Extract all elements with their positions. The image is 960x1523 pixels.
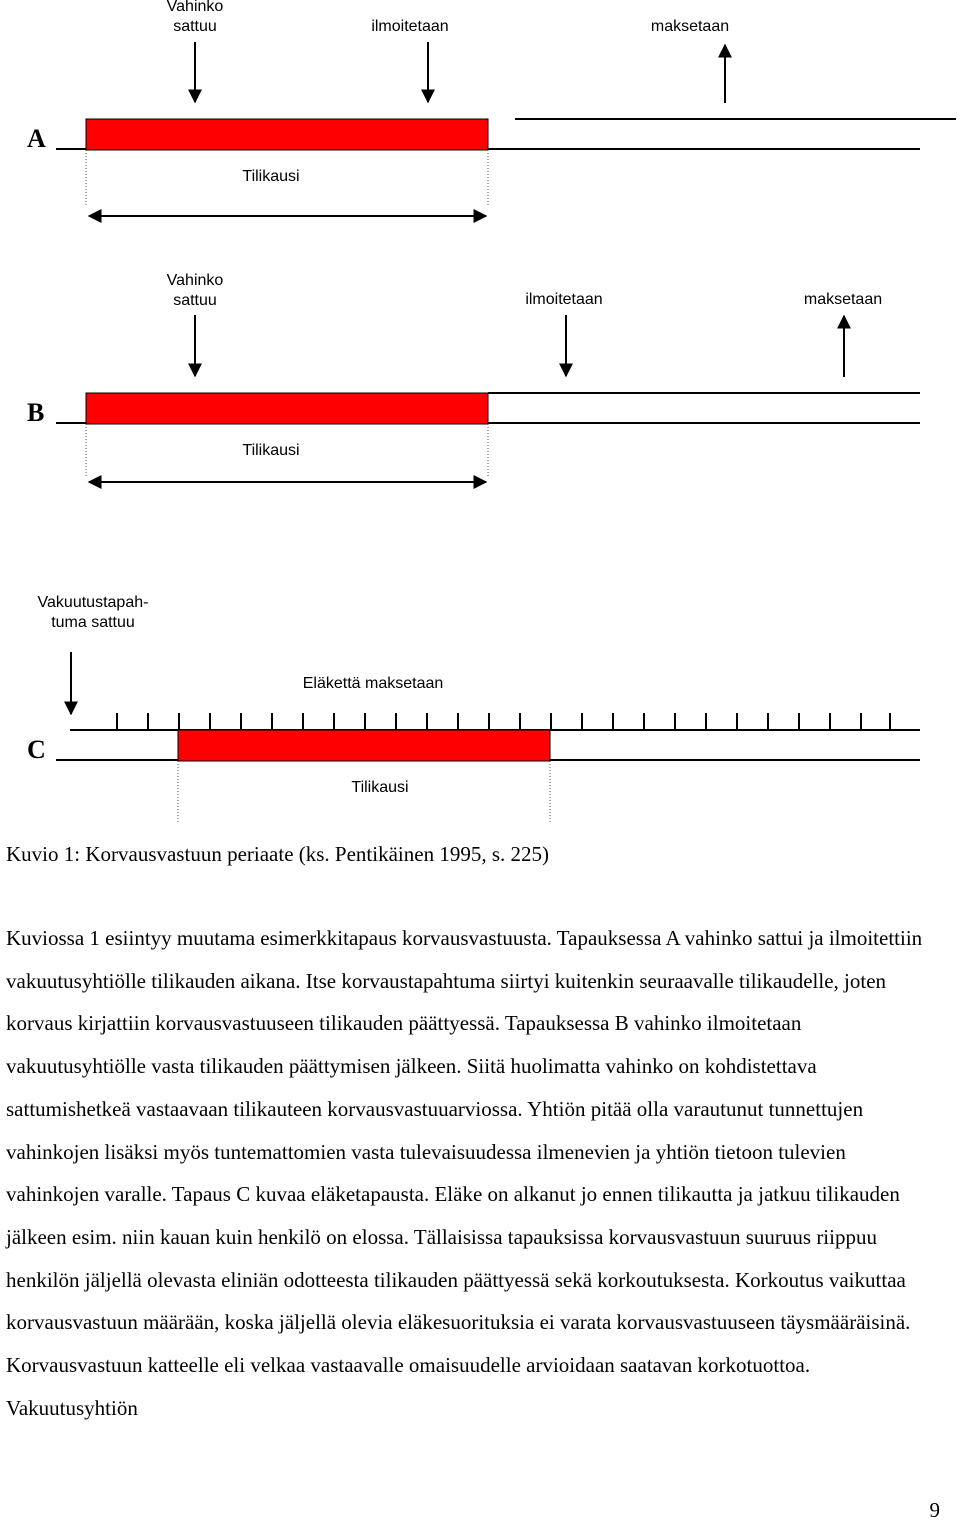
case-c-letter: C [27, 735, 46, 764]
body-text [6, 917, 941, 1429]
body-paragraph: Kuviossa 1 esiintyy muutama esimerkkitapaus korvausvastuusta. Tapauksessa A vahinko sattui ja ilmoitettiin vakuutusyhtiölle tilikauden aikana. Itse korvaustapahtuma siirtyi kuitenkin seuraavalle tilikaudelle, joten korvaus kirjattiin korvausvastuuseen tilikauden päättyessä. Tapauksessa B vahinko ilmoitetaan vakuutusyhtiölle vasta tilikauden päättymisen jälkeen. Siitä huolimatta vahinko on kohdistettava sattumishetkeä vastaavaan tilikauteen korvausvastuuarviossa. Yhtiön pitää olla varautunut tunnettujen vahinkojen lisäksi myös tuntemattomien vasta tulevaisuudessa ilmenevien ja yhtiön tietoon tulevien vahinkojen varalle. Tapaus C kuvaa eläketapausta. Eläke on alkanut jo ennen tilikautta ja jatkuu tilikauden jälkeen esim. niin kauan kuin henkilö on elossa. Tällaisissa tapauksissa korvausvastuun suuruus riippuu henkilön jäljellä olevasta eliniän odotteesta tilikauden päättyessä sekä korkoutuksesta. Korkoutus vaikuttaa korvausvastuun määrään, koska jäljellä olevia eläkesuorituksia ei varata korvausvastuuseen täysmääräisinä. Korvausvastuun katteelle eli velkaa vastaavalle omaisuudelle arvioidaan saatavan korkotuottoa. Vakuutusyhtiön [6, 926, 923, 1420]
case-c-period-bar [178, 730, 550, 761]
figure-caption-text: : Korvausvastuun periaate (ks. Pentikäinen 1995, s. 225) [74, 842, 549, 866]
case-c-period-label: Tilikausi [351, 779, 409, 796]
case-b-occurred-label: Vahinko sattuu [166, 272, 224, 309]
case-b-period-label: Tilikausi [242, 442, 300, 459]
case-a-graphics [56, 42, 956, 216]
case-b-period-bar [86, 393, 488, 424]
case-c-occurred-label: Vakuutustapah- tuma sattuu [37, 594, 149, 631]
page-number: 9 [929, 1498, 940, 1522]
figure-caption [6, 840, 549, 868]
case-a-period-bar [86, 119, 488, 150]
case-a-paid-label: maksetaan [650, 18, 730, 35]
case-c-payment-ticks [117, 713, 890, 729]
figure-caption-prefix: Kuvio 1 [6, 842, 75, 866]
case-a-occurred-label: Vahinko sattuu [166, 0, 224, 35]
case-b-paid-label: maksetaan [803, 291, 883, 308]
case-c-graphics [56, 652, 920, 822]
case-a-period-label: Tilikausi [242, 168, 300, 185]
case-b-letter: B [27, 398, 45, 427]
case-b-reported-label: ilmoitetaan [525, 291, 603, 308]
case-a-letter: A [27, 124, 46, 153]
case-c-pension-paid-label: Eläkettä maksetaan [302, 675, 444, 692]
case-b-graphics [56, 315, 920, 482]
case-a-reported-label: ilmoitetaan [371, 18, 449, 35]
